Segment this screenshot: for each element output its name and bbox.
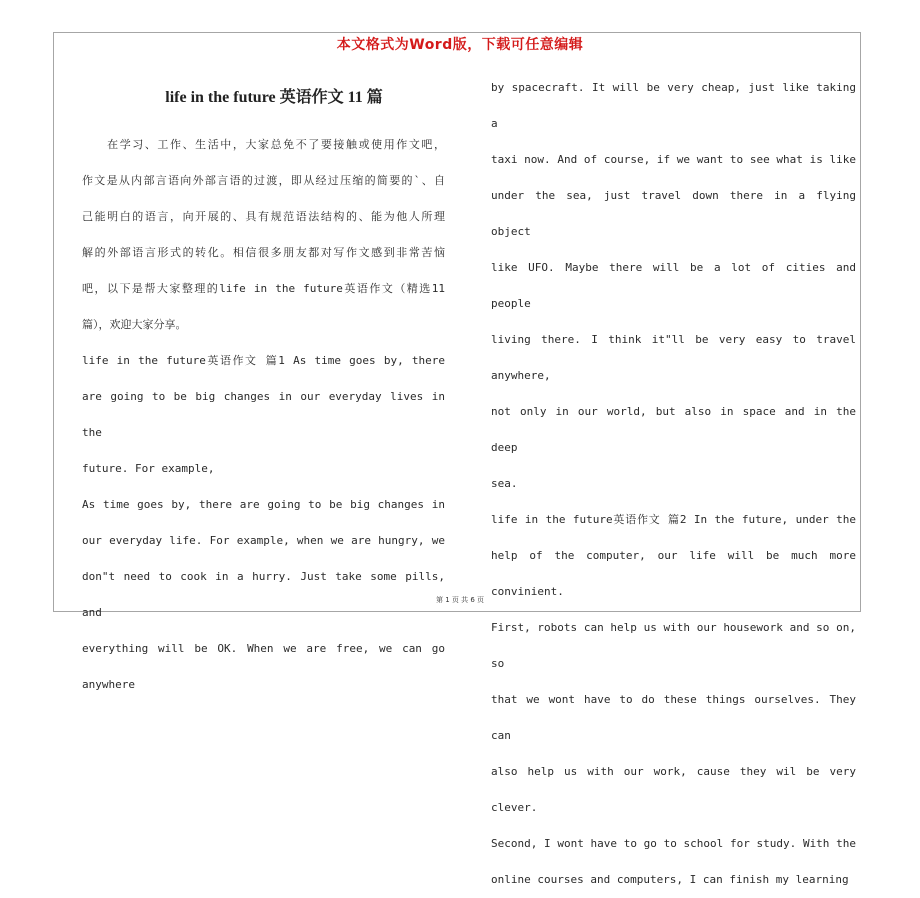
text-line: As time goes by, there are going to be big changes in bbox=[82, 498, 445, 511]
text-line: life in the future英语作文 篇1 As time goes by, there bbox=[82, 354, 445, 367]
text-line: 己能明白的语言，向开展的、具有规范语法结构的、能为他人所理 bbox=[82, 210, 445, 223]
text-line: future. For example, bbox=[82, 462, 215, 475]
text-line: life in the future英语作文 篇2 In the future, under the bbox=[491, 513, 856, 526]
edit-banner: 本文格式为Word版，下载可任意编辑 bbox=[336, 37, 584, 53]
text-line: First, robots can help us with our housework and so on, so bbox=[491, 621, 856, 670]
text-line: not only in our world, but also in space and in the deep bbox=[491, 405, 856, 454]
text-line: help of the computer, our life will be much more convinient. bbox=[491, 549, 856, 598]
text-line: don"t need to cook in a hurry. Just take some pills, and bbox=[82, 570, 445, 619]
right-column bbox=[491, 70, 856, 898]
text-line: 解的外部语言形式的转化。相信很多朋友都对写作文感到非常苦恼 bbox=[82, 246, 445, 259]
text-line: like UFO. Maybe there will be a lot of cities and people bbox=[491, 261, 856, 310]
text-line: online courses and computers, I can finish my learning bbox=[491, 873, 849, 886]
text-line: 吧，以下是帮大家整理的life in the future英语作文（精选11 bbox=[82, 282, 445, 295]
text-line: everything will be OK. When we are free, we can go anywhere bbox=[82, 642, 445, 691]
text-line: are going to be big changes in our everyday lives in the bbox=[82, 390, 445, 439]
left-column bbox=[82, 127, 445, 703]
text-line: our everyday life. For example, when we are hungry, we bbox=[82, 534, 445, 547]
text-line: also help us with our work, cause they wil be very clever. bbox=[491, 765, 856, 814]
page-title: life in the future 英语作文 11 篇 bbox=[165, 89, 383, 106]
text-line: that we wont have to do these things ourselves. They can bbox=[491, 693, 856, 742]
text-line: 在学习、工作、生活中，大家总免不了要接触或使用作文吧， bbox=[82, 138, 445, 151]
text-line: sea. bbox=[491, 477, 518, 490]
text-line: living there. I think it"ll be very easy to travel anywhere, bbox=[491, 333, 856, 382]
text-line: Second, I wont have to go to school for study. With the bbox=[491, 837, 856, 850]
text-line: by spacecraft. It will be very cheap, just like taking a bbox=[491, 81, 856, 130]
text-line: 作文是从内部言语向外部言语的过渡，即从经过压缩的简要的`、自 bbox=[82, 174, 445, 187]
text-line: taxi now. And of course, if we want to see what is like bbox=[491, 153, 856, 166]
page-number-footer: 第 1 页 共 6 页 bbox=[435, 596, 485, 604]
text-line: 篇），欢迎大家分享。 bbox=[82, 318, 187, 331]
text-line: under the sea, just travel down there in a flying object bbox=[491, 189, 856, 238]
